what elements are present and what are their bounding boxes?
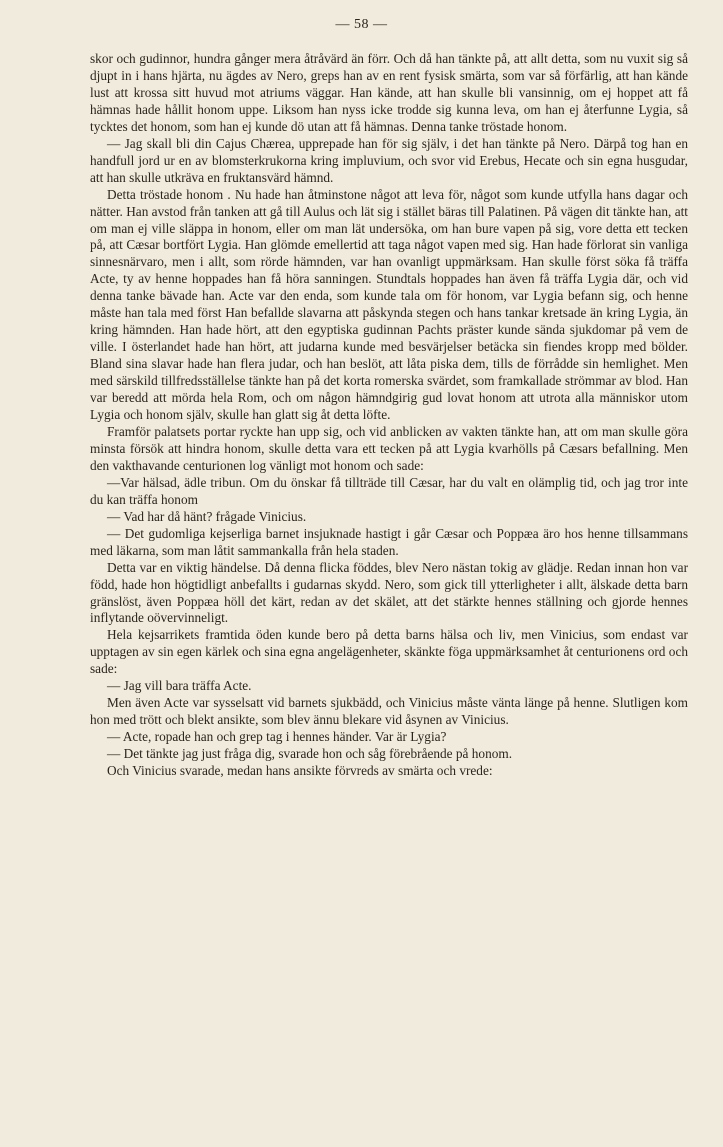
- paragraph: —Var hälsad, ädle tribun. Om du önskar få tillträde till Cæsar, har du valt en olämplig tid, och jag tror inte du kan träffa honom: [90, 474, 688, 507]
- paragraph: — Jag skall bli din Cajus Chærea, upprepade han för sig själv, i det han tänkte på Nero. Därpå tog han en handfull jord ur en av blomsterkrukorna kring impluvium, och svor vid Erebus, Hecate och sin egna husgudar, att han skulle utkräva en fruktansvärd hämnd.: [90, 135, 688, 185]
- paragraph: Framför palatsets portar ryckte han upp sig, och vid anblicken av vakten tänkte han, att om man skulle göra minsta försök att hindra honom, skulle detta vara ett tecken på att Lygia kvarhölls på Cæsars befallning. Men den vakthavande centurionen log vänligt mot honom och sade:: [90, 423, 688, 473]
- paragraph: skor och gudinnor, hundra gånger mera åtråvärd än förr. Och då han tänkte på, att allt detta, som nu vuxit sig så djupt in i hans hjärta, nu ägdes av Nero, greps han av en rent fysisk smärta, som var så förfärlig, att han kände lust att krossa sitt huvud mot atriums väggar. Han kände, att han skulle bli vansinnig, om ej hoppet att få hämnas hade hållit honom uppe. Liksom han nyss icke trodde sig kunna leva, om han ej återfunne Lygia, så tycktes det honom, som han ej kunde dö utan att få hämnas. Denna tanke tröstade honom.: [90, 51, 688, 134]
- paragraph: — Det tänkte jag just fråga dig, svarade hon och såg förebrående på honom.: [107, 746, 513, 762]
- paragraph: — Acte, ropade han och grep tag i hennes händer. Var är Lygia?: [107, 729, 447, 745]
- paragraph: Detta tröstade honom . Nu hade han åtminstone något att leva för, något som kunde utfylla hans dagar och nätter. Han avstod från tanken att gå till Aulus och lät sig i stället bäras till Palatinen. På vägen dit tänkte han, att om man ej ville släppa in honom, eller om man lät undersöka, om han bure vapen på sig, vore detta ett tecken på, att Cæsar bortfört Lygia. Han glömde emellertid att taga något vapen med sig. Han hade förlorat sin vanliga sinnesnärvaro, men i allt, som rörde hämnden, var han ovanligt uppmärksam. Han skulle först söka få träffa Acte, ty av henne hoppades han få höra sanningen. Stundtals hoppades han även få träffa Lygia där, och vid denna tanke bävade han. Acte var den enda, som kunde tala om för honom, var Lygia befann sig, och henne måste han tala med först Han befallde slavarna att påskynda stegen och hans tankar kretsade än kring Lygia, än kring hämnden. Han hade hört, att den egyptiska gudinnan Pachts präster kunde sända sjukdomar på vem de ville. I österlandet hade han hört, att judarna kunde med besvärjelser betäcka sin fiendes kropp med bölder. Bland sina slavar hade han flera judar, och han beslöt, att låta piska dem, tills de förrådde sin hemlighet. Men med särskild tillfredsställelse tänkte han på det korta romerska svärdet, som framkallade strömmar av blod. Han var beredd att mörda hela Rom, och om någon hämndgirig gud lovat honom att utrota alla människor utom Lygia och honom själv, skulle han glatt sig åt detta löfte.: [90, 186, 688, 423]
- paragraph: Hela kejsarrikets framtida öden kunde bero på detta barns hälsa och liv, men Vinicius, som endast var upptagen av sin egen kärlek och sina egna angelägenheter, skänkte föga uppmärksamhet åt centurionens ord och sade:: [90, 627, 688, 677]
- body-text: [90, 51, 688, 780]
- paragraph: — Jag vill bara träffa Acte.: [107, 678, 252, 694]
- page-number: — 58 —: [335, 17, 388, 32]
- paragraph: — Vad har då hänt? frågade Vinicius.: [107, 508, 307, 524]
- paragraph: Men även Acte var sysselsatt vid barnets sjukbädd, och Vinicius måste vänta länge på henne. Slutligen kom hon med trött och blekt ansikte, som blev ännu blekare vid åsynen av Vinicius.: [90, 695, 688, 728]
- paragraph: — Det gudomliga kejserliga barnet insjuknade hastigt i går Cæsar och Poppæa äro hos henne tillsammans med läkarna, som man låtit sammankalla från hela staden.: [90, 525, 688, 558]
- paragraph: Och Vinicius svarade, medan hans ansikte förvreds av smärta och vrede:: [107, 763, 493, 779]
- paragraph: Detta var en viktig händelse. Då denna flicka föddes, blev Nero nästan tokig av glädje. Redan innan hon var född, hade hon högtidligt anbefallts i gudarnas skydd. Nero, som gick till ytterligheter i allt, älskade detta barn gränslöst, även Poppæa höll det kärt, redan av det skälet, att det stärkte hennes ställning och gjorde hennes inflytande oövervinneligt.: [90, 559, 688, 626]
